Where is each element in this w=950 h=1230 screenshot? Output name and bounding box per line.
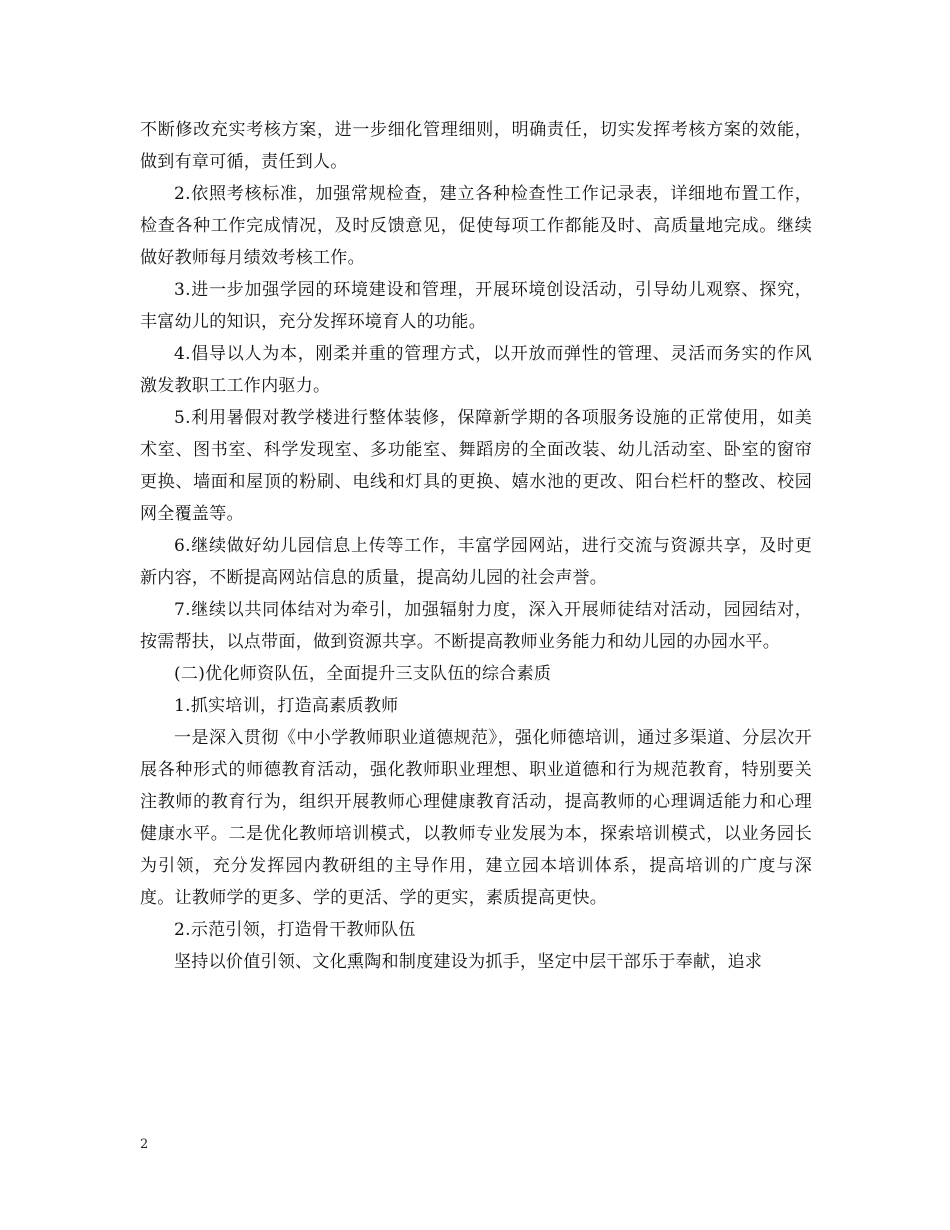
paragraph-item-5: 5.利用暑假对教学楼进行整体装修，保障新学期的各项服务设施的正常使用，如美术室、图书室、科学发现室、多功能室、舞蹈房的全面改装、幼儿活动室、卧室的窗帘更换、墙面和屋顶的粉刷、电线和灯具的更换、嬉水池的更改、阳台栏杆的整改、校园网全覆盖等。 bbox=[140, 408, 812, 524]
section-heading: (二)优化师资队伍，全面提升三支队伍的综合素质 bbox=[174, 664, 552, 684]
subheading-training: 1.抓实培训，打造高素质教师 bbox=[174, 696, 399, 716]
paragraph-item-2: 2.依照考核标准，加强常规检查，建立各种检查性工作记录表，详细地布置工作，检查各种工作完成情况，及时反馈意见，促使每项工作都能及时、高质量地完成。继续做好教师每月绩效考核工作。 bbox=[140, 184, 812, 268]
paragraph-item-6: 6.继续做好幼儿园信息上传等工作，丰富学园网站，进行交流与资源共享，及时更新内容，不断提高网站信息的质量，提高幼儿园的社会声誉。 bbox=[140, 536, 812, 588]
subheading-backbone-teachers: 2.示范引领，打造骨干教师队伍 bbox=[174, 920, 416, 940]
page-number: 2 bbox=[140, 1137, 149, 1152]
document-body bbox=[140, 114, 812, 978]
paragraph-item-4: 4.倡导以人为本，刚柔并重的管理方式，以开放而弹性的管理、灵活而务实的作风激发教职工工作内驱力。 bbox=[140, 344, 812, 396]
paragraph-backbone-teachers: 坚持以价值引领、文化熏陶和制度建设为抓手，坚定中层干部乐于奉献，追求 bbox=[174, 952, 763, 972]
paragraph-item-7: 7.继续以共同体结对为牵引，加强辐射力度，深入开展师徒结对活动，园园结对，按需帮扶，以点带面，做到资源共享。不断提高教师业务能力和幼儿园的办园水平。 bbox=[140, 600, 812, 652]
paragraph-continuation: 不断修改充实考核方案，进一步细化管理细则，明确责任，切实发挥考核方案的效能，做到有章可循，责任到人。 bbox=[140, 120, 812, 172]
paragraph-training: 一是深入贯彻《中小学教师职业道德规范》，强化师德培训，通过多渠道、分层次开展各种形式的师德教育活动，强化教师职业理想、职业道德和行为规范教育，特别要关注教师的教育行为，组织开展教师心理健康教育活动，提高教师的心理调适能力和心理健康水平。二是优化教师培训模式，以教师专业发展为本，探索培训模式，以业务园长为引领，充分发挥园内教研组的主导作用，建立园本培训体系，提高培训的广度与深度。让教师学的更多、学的更活、学的更实，素质提高更快。 bbox=[140, 728, 812, 908]
paragraph-item-3: 3.进一步加强学园的环境建设和管理，开展环境创设活动，引导幼儿观察、探究，丰富幼儿的知识，充分发挥环境育人的功能。 bbox=[140, 280, 812, 332]
